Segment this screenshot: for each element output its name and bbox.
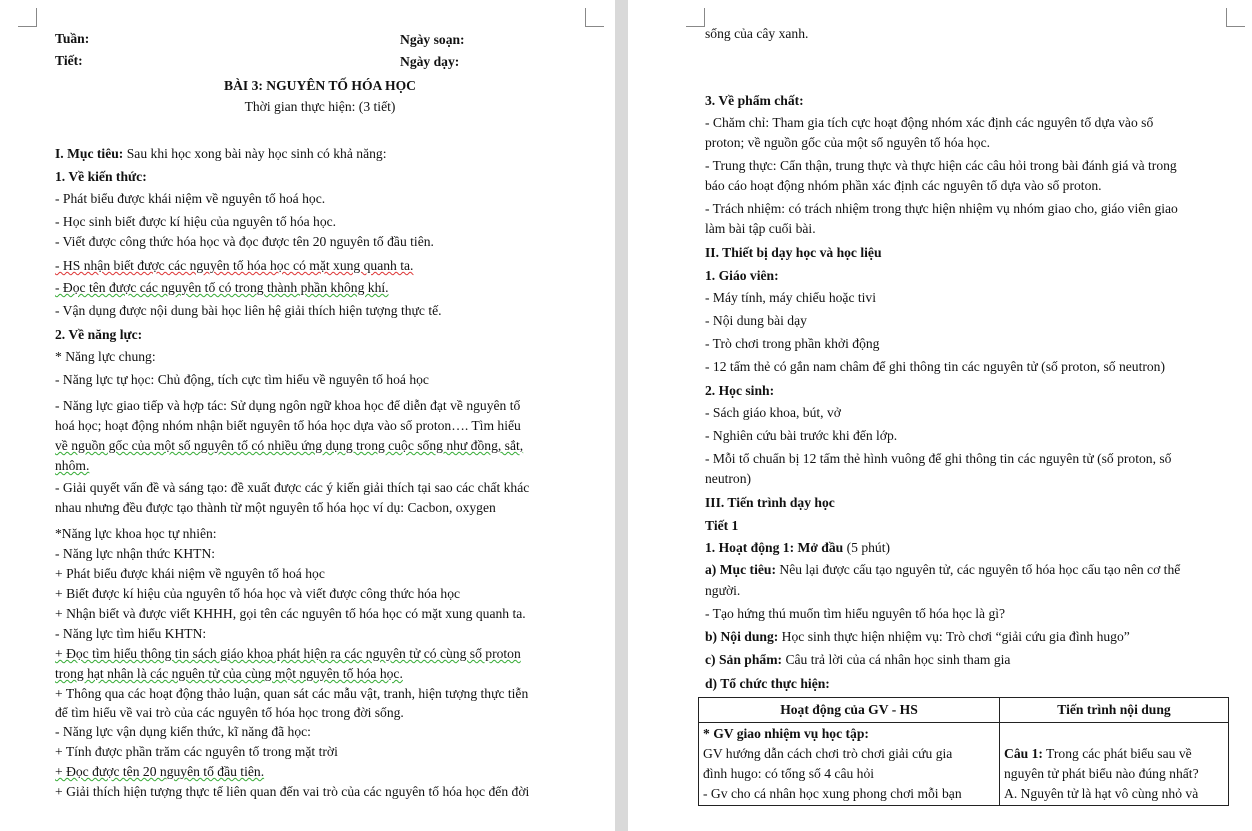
week-label: Tuần: <box>55 31 90 46</box>
quality-line: làm bài tập cuối bài. <box>705 221 816 236</box>
problem-solving-line: - Giải quyết vấn đề và sáng tạo: đề xuất được các ý kiến giải thích tại sao các chất khác <box>55 480 530 495</box>
activity-table <box>698 697 1229 806</box>
continuation-line: sống của cây xanh. <box>705 26 809 41</box>
science-line: trong hạt nhân là các nguên tử của cùng một nguyên tố hóa học. <box>55 666 403 681</box>
crop-mark-top-left <box>686 8 705 27</box>
communication-line: nhôm. <box>55 458 90 473</box>
period-heading: Tiết 1 <box>705 518 739 533</box>
teacher-item: - Trò chơi trong phần khởi động <box>705 336 880 351</box>
student-item: - Nghiên cứu bài trước khi đến lớp. <box>705 428 898 443</box>
period-label: Tiết: <box>55 53 83 68</box>
table-row <box>699 723 1229 806</box>
process-heading: III. Tiến trình dạy học <box>705 495 835 510</box>
question-line: Câu 1: Trong các phát biểu sau về <box>1004 746 1192 761</box>
knowledge-item: - Phát biểu được khái niệm về nguyên tố hoá học. <box>55 191 326 206</box>
science-line: + Tính được phần trăm các nguyên tố trong mặt trời <box>55 744 338 759</box>
organize-heading: d) Tổ chức thực hiện: <box>705 676 830 691</box>
task-line: - Gv cho cá nhân học xung phong chơi mỗi bạn <box>703 786 962 801</box>
question-line: A. Nguyên tử là hạt vô cùng nhỏ và <box>1004 786 1199 801</box>
knowledge-item: - Viết được công thức hóa học và đọc được tên 20 nguyên tố đầu tiên. <box>55 234 434 249</box>
goal-continuation: người. <box>705 583 741 598</box>
teach-date-label: Ngày dạy: <box>400 54 460 69</box>
activity-heading: 1. Hoạt động 1: Mở đầu (5 phút) <box>705 540 891 555</box>
communication-line: về nguồn gốc của một số nguyên tố có nhiều ứng dụng trong cuộc sống như đồng, sắt, <box>55 438 524 453</box>
science-line: để tìm hiểu về vai trò của các nguyên tố hóa học trong đời sống. <box>55 705 404 720</box>
science-line: + Nhận biết và được viết KHHH, gọi tên các nguyên tố hóa học có mặt xung quanh ta. <box>55 606 526 621</box>
document-page-left <box>0 0 615 831</box>
science-line: + Đọc tìm hiểu thông tin sách giáo khoa phát hiện ra các nguyên tử có cùng số proton <box>55 646 521 661</box>
competence-heading: 2. Về năng lực: <box>55 327 143 342</box>
document-page-right <box>628 0 1252 831</box>
task-title: * GV giao nhiệm vụ học tập: <box>703 726 869 741</box>
communication-line: - Năng lực giao tiếp và hợp tác: Sử dụng ngôn ngữ khoa học để diễn đạt về nguyên tố <box>55 398 521 413</box>
product-line: c) Sản phẩm: Câu trả lời của cá nhân học sinh tham gia <box>705 652 1011 667</box>
equipment-heading: II. Thiết bị dạy học và học liệu <box>705 245 882 260</box>
table-header: Tiến trình nội dung <box>1000 698 1229 723</box>
science-line: + Phát biểu được khái niệm về nguyên tố hoá học <box>55 566 325 581</box>
science-competence-heading: *Năng lực khoa học tự nhiên: <box>55 526 217 541</box>
quality-line: báo cáo hoạt động nhóm phần xác định các nguyên tố dựa vào số proton. <box>705 178 1102 193</box>
lesson-title: BÀI 3: NGUYÊN TỐ HÓA HỌC <box>224 78 416 93</box>
content-line: b) Nội dung: Học sinh thực hiện nhiệm vụ: Trò chơi “giải cứu gia đình hugo” <box>705 629 1130 644</box>
quality-line: - Trung thực: Cẩn thận, trung thực và thực hiện các câu hỏi trong bài đánh giá và trong <box>705 158 1177 173</box>
student-item: neutron) <box>705 471 752 486</box>
goal-line: a) Mục tiêu: Nêu lại được cấu tạo nguyên tử, các nguyên tố hóa học cấu tạo nên cơ thể <box>705 562 1181 577</box>
table-header-row <box>699 698 1229 723</box>
science-line: - Năng lực tìm hiểu KHTN: <box>55 626 207 641</box>
teacher-item: - Nội dung bài dạy <box>705 313 807 328</box>
task-line: GV hướng dẫn cách chơi trò chơi giải cứu gia <box>703 746 953 761</box>
teacher-item: - 12 tấm thẻ có gắn nam châm để ghi thông tin các nguyên tử (số proton, số neutron) <box>705 359 1166 374</box>
student-heading: 2. Học sinh: <box>705 383 775 398</box>
table-cell-teacher-activity <box>699 723 1000 806</box>
objectives-heading: I. Mục tiêu: Sau khi học xong bài này học sinh có khả năng: <box>55 146 387 161</box>
goal-extra: - Tạo hứng thú muốn tìm hiểu nguyên tố hóa học là gì? <box>705 606 1006 621</box>
communication-line: hoá học; hoạt động nhóm nhận biết nguyên tố hóa học dựa vào số proton…. Tìm hiểu <box>55 418 521 433</box>
prep-date-label: Ngày soạn: <box>400 32 465 47</box>
problem-solving-line: nhau nhưng đều được tạo thành từ một nguyên tố hóa học ví dụ: Cacbon, oxygen <box>55 500 496 515</box>
self-study-competence: - Năng lực tự học: Chủ động, tích cực tìm hiểu về nguyên tố hoá học <box>55 372 429 387</box>
crop-mark-top-right <box>1226 8 1245 27</box>
knowledge-item: - Học sinh biết được kí hiệu của nguyên tố hóa học. <box>55 214 337 229</box>
science-line: + Đọc được tên 20 nguyên tố đầu tiên. <box>55 764 265 779</box>
knowledge-item: - HS nhận biết được các nguyên tố hóa học có mặt xung quanh ta. <box>55 258 414 273</box>
crop-mark-top-left <box>18 8 37 27</box>
question-line: nguyên tử phát biểu nào đúng nhất? <box>1004 766 1199 781</box>
science-line: + Giải thích hiện tượng thực tế liên quan đến vai trò của các nguyên tố hóa học đến đời <box>55 784 530 799</box>
science-line: + Biết được kí hiệu của nguyên tố hóa học và viết được công thức hóa học <box>55 586 461 601</box>
science-line: - Năng lực vận dụng kiến thức, kĩ năng đã học: <box>55 724 311 739</box>
science-line: + Thông qua các hoạt động thảo luận, quan sát các mẫu vật, tranh, hiện tượng thực tiễn <box>55 686 529 701</box>
lesson-duration: Thời gian thực hiện: (3 tiết) <box>244 99 396 114</box>
knowledge-heading: 1. Về kiến thức: <box>55 169 147 184</box>
teacher-item: - Máy tính, máy chiếu hoặc tivi <box>705 290 877 305</box>
table-cell-content <box>1000 723 1229 806</box>
student-item: - Sách giáo khoa, bút, vở <box>705 405 841 420</box>
table-header: Hoạt động của GV - HS <box>699 698 1000 723</box>
knowledge-item: - Đọc tên được các nguyên tố có trong thành phần không khí. <box>55 280 389 295</box>
science-line: - Năng lực nhận thức KHTN: <box>55 546 216 561</box>
teacher-heading: 1. Giáo viên: <box>705 268 779 283</box>
qualities-heading: 3. Về phẩm chất: <box>705 93 804 108</box>
general-competence-heading: * Năng lực chung: <box>55 349 156 364</box>
task-line: đình hugo: có tổng số 4 câu hỏi <box>703 766 875 781</box>
knowledge-item: - Vận dụng được nội dung bài học liên hệ giải thích hiện tượng thực tế. <box>55 303 442 318</box>
quality-line: - Chăm chỉ: Tham gia tích cực hoạt động nhóm xác định các nguyên tố dựa vào số <box>705 115 1154 130</box>
crop-mark-top-right <box>585 8 604 27</box>
student-item: - Mỗi tổ chuẩn bị 12 tấm thẻ hình vuông để ghi thông tin các nguyên tử (số proton, số <box>705 451 1172 466</box>
quality-line: proton; về nguồn gốc của một số nguyên tố hóa học. <box>705 135 991 150</box>
quality-line: - Trách nhiệm: có trách nhiệm trong thực hiện nhiệm vụ nhóm giao cho, giáo viên giao <box>705 201 1178 216</box>
